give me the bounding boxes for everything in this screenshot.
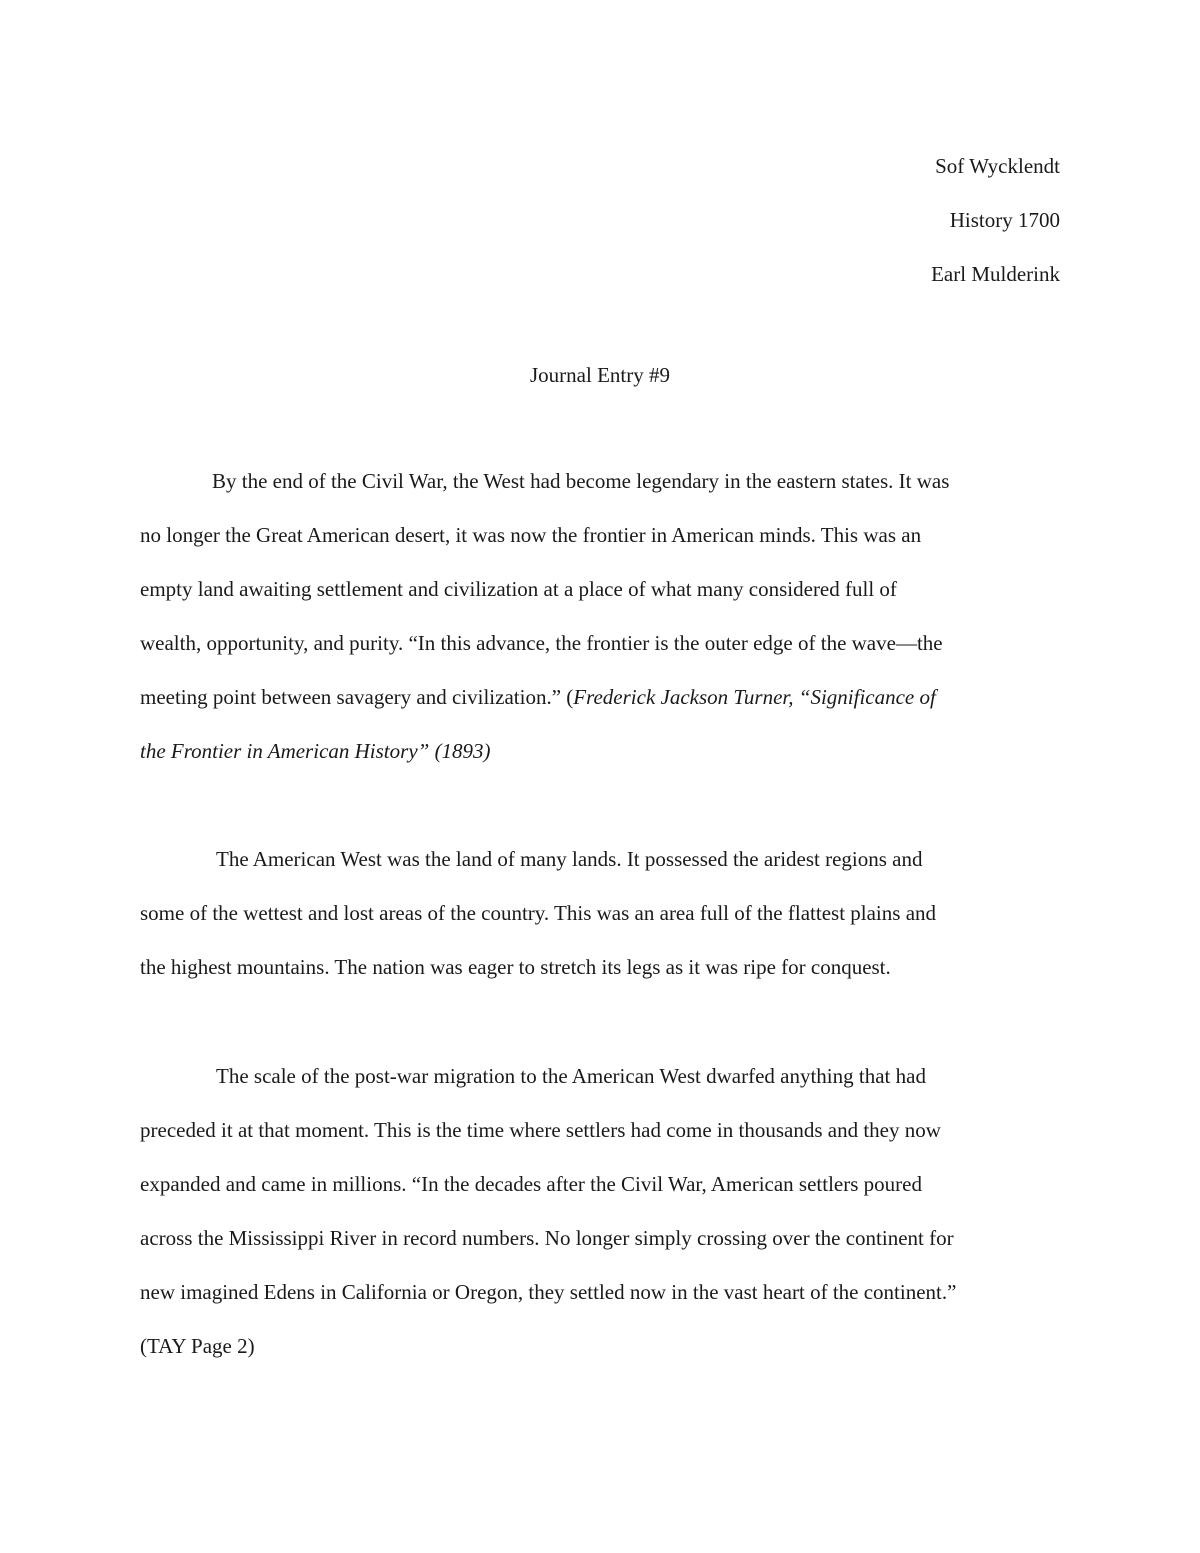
header-block xyxy=(931,139,1060,301)
paragraph-line: The American West was the land of many lands. It possessed the aridest regions and xyxy=(216,847,923,871)
paragraph-line: preceded it at that moment. This is the time where settlers had come in thousands and they now xyxy=(140,1118,941,1142)
paragraph-line: the highest mountains. The nation was eager to stretch its legs as it was ripe for conquest. xyxy=(140,955,891,979)
paragraph-3 xyxy=(140,1049,1060,1373)
paragraph-line xyxy=(140,670,1060,724)
paragraph-line: wealth, opportunity, and purity. “In this advance, the frontier is the outer edge of the wave—the xyxy=(140,631,943,655)
paragraph-2 xyxy=(140,832,1060,994)
citation: the Frontier in American History” (1893) xyxy=(140,739,491,763)
instructor-name: Earl Mulderink xyxy=(931,262,1060,286)
quote-text: meeting point between savagery and civilization.” ( xyxy=(140,685,574,709)
paragraph-line: new imagined Edens in California or Oregon, they settled now in the vast heart of the continent.” xyxy=(140,1280,957,1304)
paragraph-line: empty land awaiting settlement and civilization at a place of what many considered full of xyxy=(140,577,897,601)
paragraph-line: (TAY Page 2) xyxy=(140,1334,255,1358)
paragraph-1 xyxy=(140,454,1060,778)
citation: Frederick Jackson Turner, “Significance of xyxy=(573,685,936,709)
page-title: Journal Entry #9 xyxy=(530,363,670,387)
paragraph-line: no longer the Great American desert, it was now the frontier in American minds. This was an xyxy=(140,523,922,547)
paragraph-line: By the end of the Civil War, the West had become legendary in the eastern states. It was xyxy=(212,469,950,493)
paragraph-line: expanded and came in millions. “In the decades after the Civil War, American settlers poured xyxy=(140,1172,922,1196)
paragraph-line: across the Mississippi River in record numbers. No longer simply crossing over the continent for xyxy=(140,1226,954,1250)
paragraph-line: some of the wettest and lost areas of the country. This was an area full of the flattest plains and xyxy=(140,901,937,925)
author-name: Sof Wycklendt xyxy=(935,154,1060,178)
paragraph-line: The scale of the post-war migration to the American West dwarfed anything that had xyxy=(216,1064,926,1088)
course-name: History 1700 xyxy=(949,208,1060,232)
